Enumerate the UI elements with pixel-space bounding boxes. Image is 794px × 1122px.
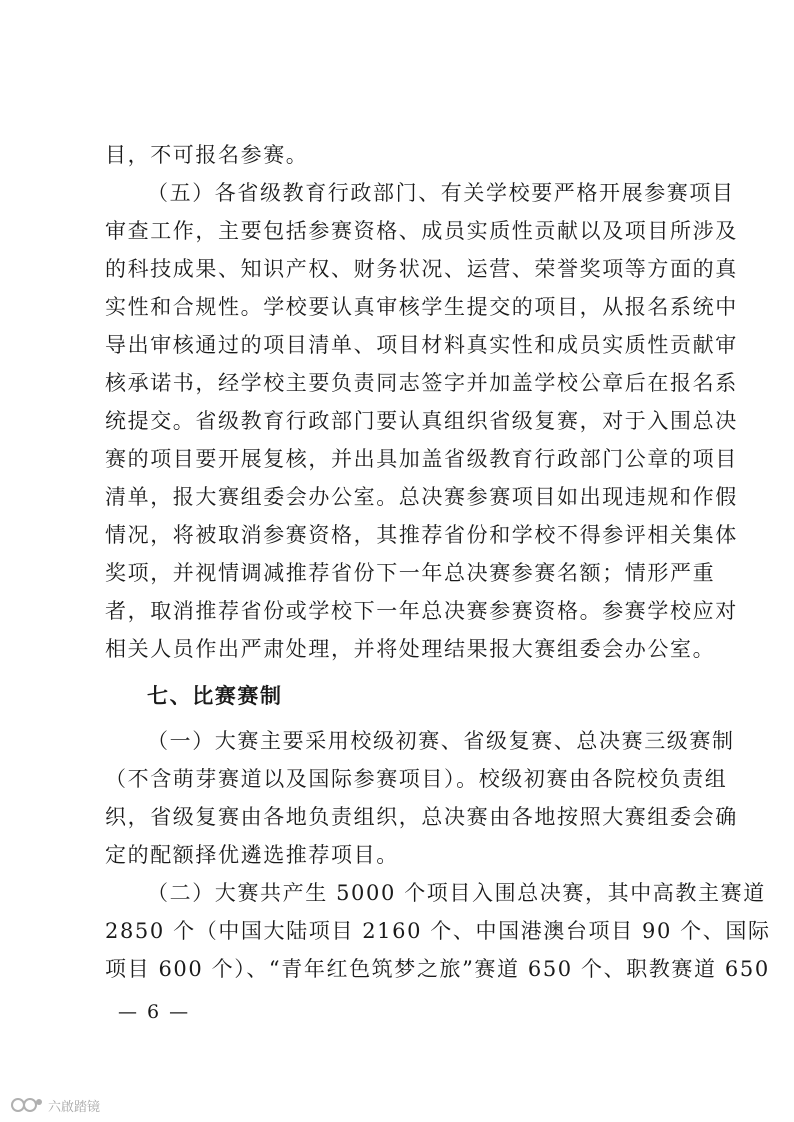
paragraph-line: 赛的项目要开展复核，并出具加盖省级教育行政部门公章的项目 [105, 447, 738, 471]
paragraph-line: 者，取消推荐省份或学校下一年总决赛参赛资格。参赛学校应对 [105, 599, 738, 623]
paragraph-line: 实性和合规性。学校要认真审核学生提交的项目，从报名系统中 [105, 295, 738, 319]
page-number: — 6 — [118, 1001, 191, 1023]
paragraph-line: 项目 600 个）、“青年红色筑梦之旅”赛道 650 个、职教赛道 650 [105, 957, 770, 981]
paragraph-line: 定的配额择优遴选推荐项目。 [105, 843, 399, 867]
paragraph-line: （一）大赛主要采用校级初赛、省级复赛、总决赛三级赛制 [147, 729, 735, 753]
paragraph-line: 相关人员作出严肃处理，并将处理结果报大赛组委会办公室。 [105, 637, 716, 661]
paragraph-line: 织，省级复赛由各地负责组织，总决赛由各地按照大赛组委会确 [105, 805, 738, 829]
paragraph-line: 2850 个（中国大陆项目 2160 个、中国港澳台项目 90 个、国际 [105, 919, 771, 943]
paragraph-line: （五）各省级教育行政部门、有关学校要严格开展参赛项目 [147, 181, 735, 205]
paragraph-line: （二）大赛共产生 5000 个项目入围总决赛，其中高教主赛道 [147, 881, 766, 905]
paragraph-line: 统提交。省级教育行政部门要认真组织省级复赛，对于入围总决 [105, 409, 738, 433]
paragraph-line: 清单，报大赛组委会办公室。总决赛参赛项目如出现违规和作假 [105, 485, 738, 509]
watermark-text: 六啟踏镜 [48, 1099, 101, 1115]
paragraph-line: 导出审核通过的项目清单、项目材料真实性和成员实质性贡献审 [105, 333, 738, 357]
paragraph-line: 奖项，并视情调减推荐省份下一年总决赛参赛名额；情形严重 [105, 561, 716, 585]
watermark-logo-icon [10, 1096, 44, 1114]
paragraph-line: 的科技成果、知识产权、财务状况、运营、荣誉奖项等方面的真 [105, 257, 738, 281]
section-heading: 七、比赛赛制 [147, 684, 283, 708]
paragraph-line: 情况，将被取消参赛资格，其推荐省份和学校不得参评相关集体 [105, 523, 738, 547]
paragraph-line: 审查工作，主要包括参赛资格、成员实质性贡献以及项目所涉及 [105, 219, 738, 243]
paragraph-line: （不含萌芽赛道以及国际参赛项目）。校级初赛由各院校负责组 [105, 767, 728, 791]
paragraph-line: 核承诺书，经学校主要负责同志签字并加盖学校公章后在报名系 [105, 371, 738, 395]
watermark [10, 1094, 100, 1116]
paragraph-line: 目，不可报名参赛。 [105, 143, 309, 167]
